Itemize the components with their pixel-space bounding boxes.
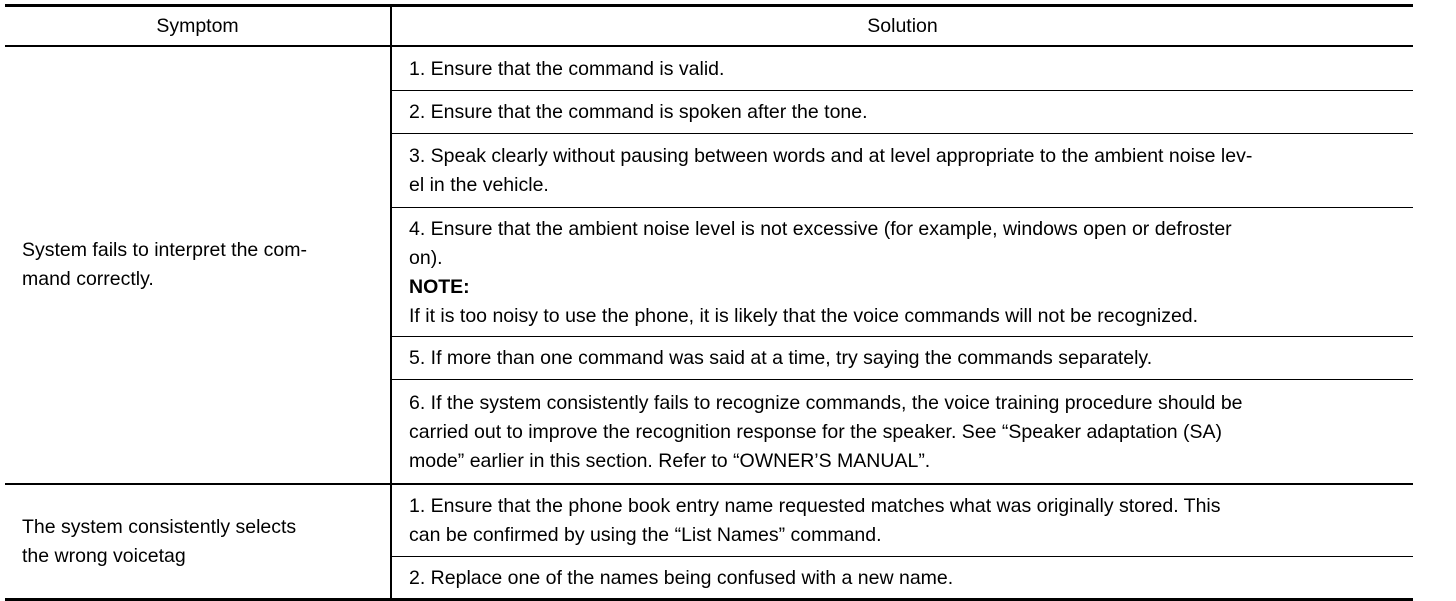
solution-cell xyxy=(391,337,1413,380)
symptom-text: System fails to interpret the com- mand correctly. xyxy=(22,239,308,290)
solution-text: 2. Replace one of the names being confused with a new name. xyxy=(409,566,954,589)
note-label: NOTE: xyxy=(409,275,470,298)
troubleshooting-table xyxy=(5,4,1413,601)
symptom-header: Symptom xyxy=(5,6,391,47)
header-row xyxy=(5,6,1413,47)
solution-text: 1. Ensure that the command is valid. xyxy=(409,57,725,80)
symptom-text: The system consistently selects the wrong voicetag xyxy=(22,515,297,567)
solution-cell xyxy=(391,208,1413,337)
solution-cell xyxy=(391,46,1413,91)
solution-cell xyxy=(391,484,1413,557)
solution-text: 1. Ensure that the phone book entry name requested matches what was originally stored. This can be confirmed by using the “List Names” command. xyxy=(409,495,1221,546)
solution-cell xyxy=(391,380,1413,485)
symptom-cell xyxy=(5,46,391,484)
note-text: If it is too noisy to use the phone, it is likely that the voice commands will not be recognized. xyxy=(409,304,1199,327)
solution-text: 2. Ensure that the command is spoken after the tone. xyxy=(409,101,868,123)
solution-cell xyxy=(391,134,1413,208)
solution-cell xyxy=(391,557,1413,600)
solution-text: 3. Speak clearly without pausing between words and at level appropriate to the ambient noise lev- el in the vehicle. xyxy=(409,145,1253,196)
solution-text: 4. Ensure that the ambient noise level is not excessive (for example, windows open or defroster on). xyxy=(409,217,1232,269)
table-row xyxy=(5,484,1413,557)
solution-text: 5. If more than one command was said at a time, try saying the commands separately. xyxy=(409,347,1153,369)
table-row xyxy=(5,46,1413,91)
symptom-cell xyxy=(5,484,391,600)
solution-text: 6. If the system consistently fails to recognize commands, the voice training procedure should be carried out to improve the recognition response for the speaker. See “Speaker adaptation (SA) mode” earlier in this section. Refer to “OWNER’S MANUAL”. xyxy=(409,391,1243,472)
troubleshooting-table-container xyxy=(5,4,1413,601)
solution-header: Solution xyxy=(391,6,1413,47)
solution-cell xyxy=(391,91,1413,134)
